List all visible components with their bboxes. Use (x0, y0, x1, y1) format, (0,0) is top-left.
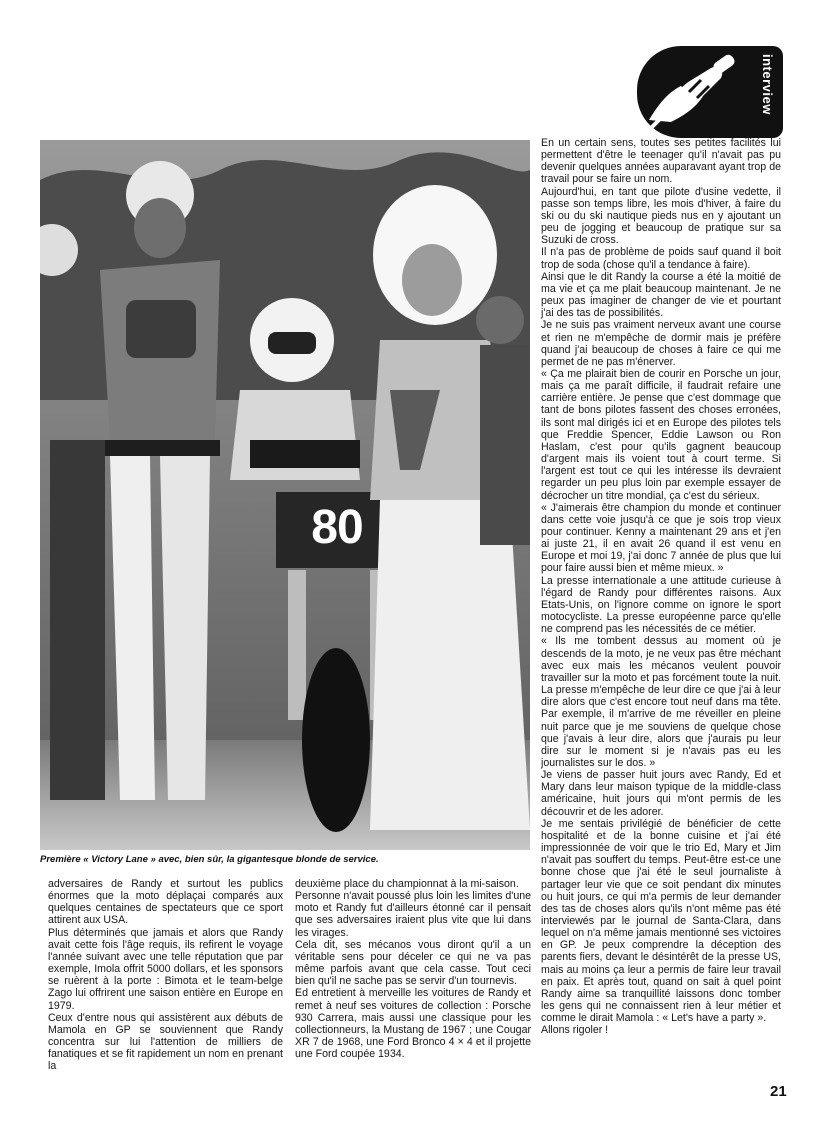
race-number-plate: 80 (311, 501, 363, 554)
paragraph: Ceux d'entre nous qui assistèrent aux débuts de Mamola en GP se souviennent que Randy concentra sur lui l'attention de milliers de fanatiques et se fit rapidement un nom en prenant la (48, 1011, 283, 1073)
paragraph: En un certain sens, toutes ses petites facilités lui permettent d'être le teenager qu'il n'avait pas pu devenir quelques années auparavant ayant trop de travail pour se faire un nom. (541, 137, 781, 186)
paragraph: Ed entretient à merveille les voitures de Randy et remet à neuf ses voitures de collection : Porsche 930 Carrera, mais aussi une classique pour les collectionneurs, la Mustang de 1967 ; une Cougar XR 7 de 1968, une Ford Bronco 4 × 4 et il projette une Ford coupée 1934. (295, 987, 531, 1061)
paragraph: Ainsi que le dit Randy la course a été la moitié de ma vie et ça me plait beaucoup maintenant. Je ne peux pas imaginer de changer de vie et pourtant j'ai des tas de possibilités. (541, 270, 781, 320)
bottom-middle-text-column (295, 878, 531, 1060)
paragraph: Je viens de passer huit jours avec Randy, Ed et Mary dans leur maison typique de la middle-class américaine, huit jours qui m'ont permis de les découvrir et de les adorer. (541, 769, 781, 818)
paragraph: Je me sentais privilégié de bénéficier de cette hospitalité et de la bonne cuisine et j'ai été impressionnée de voir que le trio Ed, Mary et Jim n'avait pas souffert du temps. Peut-être est-ce une bonne chose que j'ai été le seul journaliste à partager leur vie que ce soit pendant dix minutes ou huit jours, ce qui m'a permis de leur demander des tas de choses alors qu'ils n'ont même pas été interviewés par le journal de Santa-Clara, dans lequel on n'a même jamais mentionné ses victoires en GP. Je peux comprendre la déception des parents fiers, devant le désintérêt de la presse US, mais au moins ça leur a permis de faire leur travail en paix. Et après tout, quand on sait à quel point Randy aime sa tranquillité laissons donc tomber les gens qui ne connaissent rien à leur métier et comme le dirait Mamola : « Let's have a party ». (541, 817, 781, 1025)
right-text-column (541, 137, 781, 1037)
race-photo (40, 140, 530, 850)
paragraph: Je ne suis pas vraiment nerveux avant une course et rien ne m'empêche de dormir mais je préfère quand j'ai beaucoup de choses à faire ce qui me permet de ne pas m'énerver. (541, 319, 781, 368)
page-number: 21 (770, 1083, 787, 1100)
paragraph: « Ils me tombent dessus au moment où je descends de la moto, je ne veux pas être méchant avec eux mais les mécanos veulent pouvoir travailler sur la moto et pas forcément toute la nuit. La presse m'empêche de leur dire ce que j'ai à leur dire alors que c'est encore tout neuf dans ma tête. Par exemple, il m'arrive de me réveiller en pleine nuit parce que je me souviens de quelque chose que j'avais à leur dire, alors que j'aurais pu leur dire sur le moment si je n'avais pas eu les journalistes sur le dos. » (541, 635, 781, 769)
paragraph: adversaires de Randy et surtout les publics énormes que la moto déplaçai comparés aux quelques centaines de spectateurs que ce sport attirent aux USA. (48, 878, 283, 927)
interview-badge (637, 46, 783, 138)
paragraph: Cela dit, ses mécanos vous diront qu'il a un véritable sens pour déceler ce qui ne va pas même parfois avant que cela casse. Tout ceci bien qu'il ne sache pas se servir d'un tournevis. (295, 938, 531, 988)
paragraph: « J'aimerais être champion du monde et continuer dans cette voie jusqu'à ce que je sois trop vieux pour continuer. Kenny a maintenant 29 ans et j'en ai juste 21, il en avait 26 quand il est venu en Europe et moi 19, j'ai donc 7 année de plus que lui pour faire aussi bien et même mieux. » (541, 501, 781, 575)
paragraph: « Ça me plairait bien de courir en Porsche un jour, mais ça me paraît difficile, il faudrait refaire une carrière entière. Je pense que c'est dommage que tant de bons pilotes fassent des choses erronées, ils sont mal dirigés ici et en Europe des pilotes tels que Freddie Spencer, Eddie Lawson ou Ron Haslam, c'est pour qu'ils gagnent beaucoup d'argent mais ils voient tout à court terme. Si l'argent est tout ce qui les intéresse ils devraient regarder un peu plus loin par exemple essayer de décrocher un titre mondial, ça c'est du sérieux. (541, 367, 781, 502)
paragraph: Il n'a pas de problème de poids sauf quand il boit trop de soda (chose qu'il a tendance à faire). (541, 246, 781, 271)
paragraph: La presse internationale a une attitude curieuse à l'égard de Randy pour différentes raisons. Aux Etats-Unis, on l'ignore comme on ignore le sport motocycliste. La presse européenne parce qu'elle ne comprend pas les nécessités de ce métier. (541, 574, 781, 636)
hand-microphone-icon (641, 50, 749, 134)
bottom-left-text-column (48, 878, 283, 1073)
paragraph: deuxième place du championnat à la mi-saison. (295, 878, 519, 890)
interview-label: interview (760, 54, 775, 115)
photo-caption: Première « Victory Lane » avec, bien sûr, la gigantesque blonde de service. (40, 854, 379, 865)
paragraph: Personne n'avait poussé plus loin les limites d'une moto et Randy fut d'ailleurs étonné car il pensait que ses adversaires iraient plus vite que lui dans les virages. (295, 890, 531, 939)
paragraph: Allons rigoler ! (541, 1024, 609, 1037)
paragraph: Aujourd'hui, en tant que pilote d'usine vedette, il passe son temps libre, les mois d'hiver, à faire du ski ou du ski nautique pieds nus en y ajoutant un peu de jogging et beaucoup de pratique sur sa Suzuki de cross. (541, 185, 781, 247)
photo-scene (40, 140, 530, 850)
paragraph: Plus déterminés que jamais et alors que Randy avait cette fois l'âge requis, ils refirent le voyage l'année suivant avec une telle réputation que par exemple, Imola offrit 5000 dollars, et les sponsors se ruèrent à la porte : Bimota et le team-belge Zago lui offrirent une saison entière en Europe en 1979. (48, 926, 283, 1012)
